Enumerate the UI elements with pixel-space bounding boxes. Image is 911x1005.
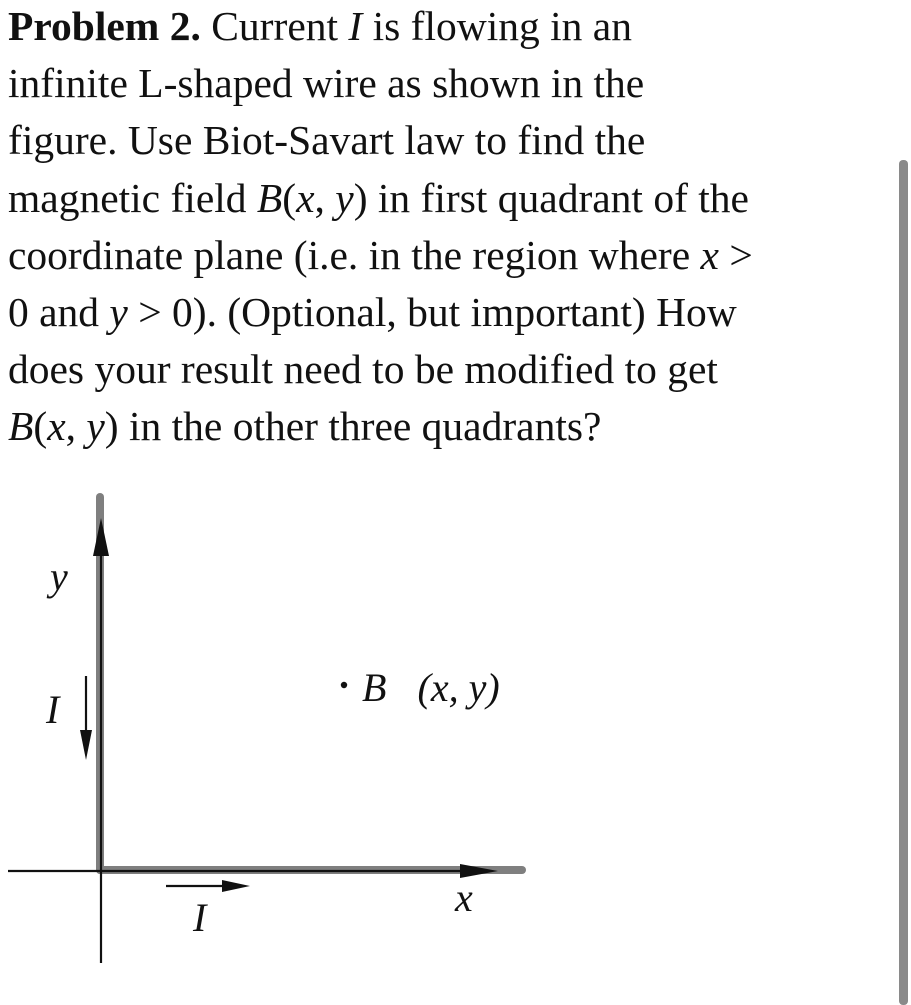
problem-line-3: figure. Use Biot-Savart law to find the bbox=[8, 117, 646, 164]
field-point-label: B⃗(x, y) bbox=[362, 665, 500, 710]
current-label-vertical: I bbox=[46, 687, 60, 732]
problem-line-5: coordinate plane (i.e. in the region where x > bbox=[8, 231, 753, 278]
problem-line-7: does your result need to be modified to get bbox=[8, 346, 718, 393]
problem-line-8: B(x, y) in the other three quadrants? bbox=[8, 403, 602, 450]
current-arrow-down-icon bbox=[80, 730, 92, 760]
problem-line-2: infinite L-shaped wire as shown in the bbox=[8, 60, 645, 107]
x-axis-label: x bbox=[455, 875, 473, 920]
y-axis-arrow-icon bbox=[93, 518, 109, 556]
y-axis-label: y bbox=[50, 554, 68, 599]
problem-label: Problem 2. bbox=[8, 3, 201, 49]
problem-line-1: Problem 2. Current I is flowing in an bbox=[8, 3, 632, 49]
field-point-dot bbox=[341, 682, 347, 688]
current-label-horizontal: I bbox=[193, 895, 207, 940]
vertical-scrollbar[interactable] bbox=[899, 160, 908, 1005]
current-arrow-right-icon bbox=[222, 880, 250, 892]
problem-line-4: magnetic field B(x, y) in first quadrant of the bbox=[8, 174, 749, 221]
problem-line-6: 0 and y > 0). (Optional, but important) How bbox=[8, 289, 737, 336]
